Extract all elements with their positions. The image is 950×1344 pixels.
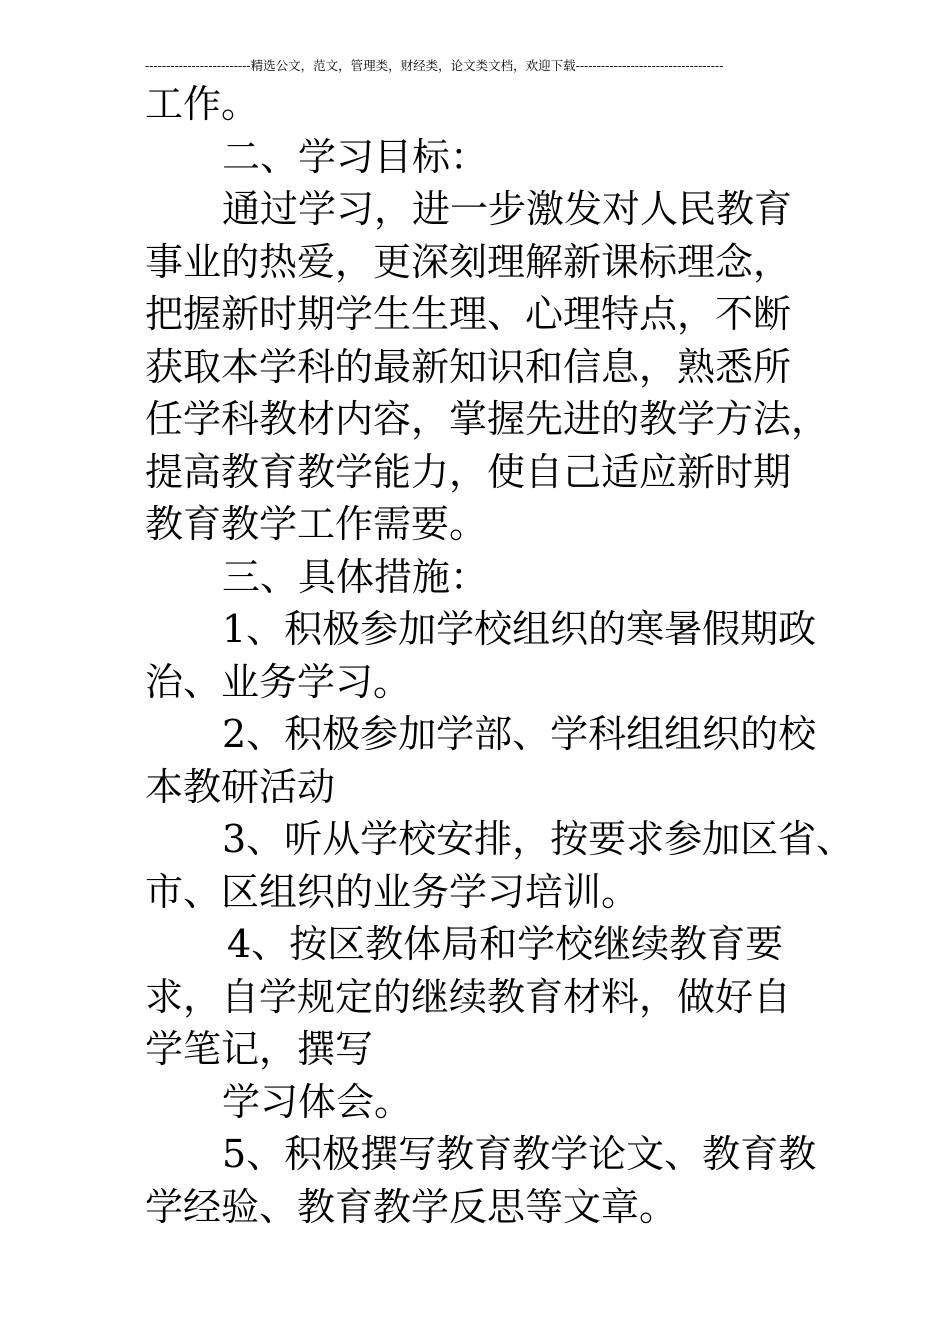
text-line: 提高教育教学能力，使自己适应新时期: [145, 449, 792, 494]
text-line: 市、区组织的业务学习培训。: [145, 869, 640, 914]
text-line: 事业的热爱，更深刻理解新课标理念，: [145, 239, 792, 284]
text-line: 任学科教材内容，掌握先进的教学方法，: [145, 397, 830, 441]
text-line: 教育教学工作需要。: [145, 502, 488, 546]
text-line: 求，自学规定的继续教育材料，做好自: [145, 974, 792, 1019]
list-item-1: 1、积极参加学校组织的寒暑假期政: [222, 607, 817, 651]
text-line: 本教研活动: [145, 764, 336, 809]
list-item-4: 4、按区教体局和学校继续教育要: [227, 922, 784, 966]
section-heading-measures: 三、具体措施：: [222, 554, 489, 599]
list-item-3: 3、听从学校安排，按要求参加区省、: [222, 817, 855, 861]
page-header-banner: -------------------------精选公文，范文，管理类，财经类，论文类文档，欢迎下载-----------------------------------: [145, 58, 724, 73]
text-line: 治、业务学习。: [145, 659, 412, 704]
text-line: 工作。: [145, 82, 260, 126]
list-item-5: 5、积极撰写教育教学论文、教育教: [222, 1132, 817, 1176]
text-line: 学习体会。: [222, 1079, 413, 1124]
section-heading-learning-goals: 二、学习目标：: [222, 134, 489, 179]
text-line: 获取本学科的最新知识和信息，熟悉所: [145, 344, 792, 389]
text-line: 学笔记，撰写: [145, 1027, 374, 1071]
list-item-2: 2、积极参加学部、学科组组织的校: [222, 712, 817, 756]
text-line: 学经验、教育教学反思等文章。: [145, 1184, 678, 1229]
text-line: 通过学习，进一步激发对人民教育: [222, 187, 793, 231]
document-body: [145, 78, 855, 1233]
text-line: 把握新时期学生生理、心理特点，不断: [145, 292, 792, 336]
